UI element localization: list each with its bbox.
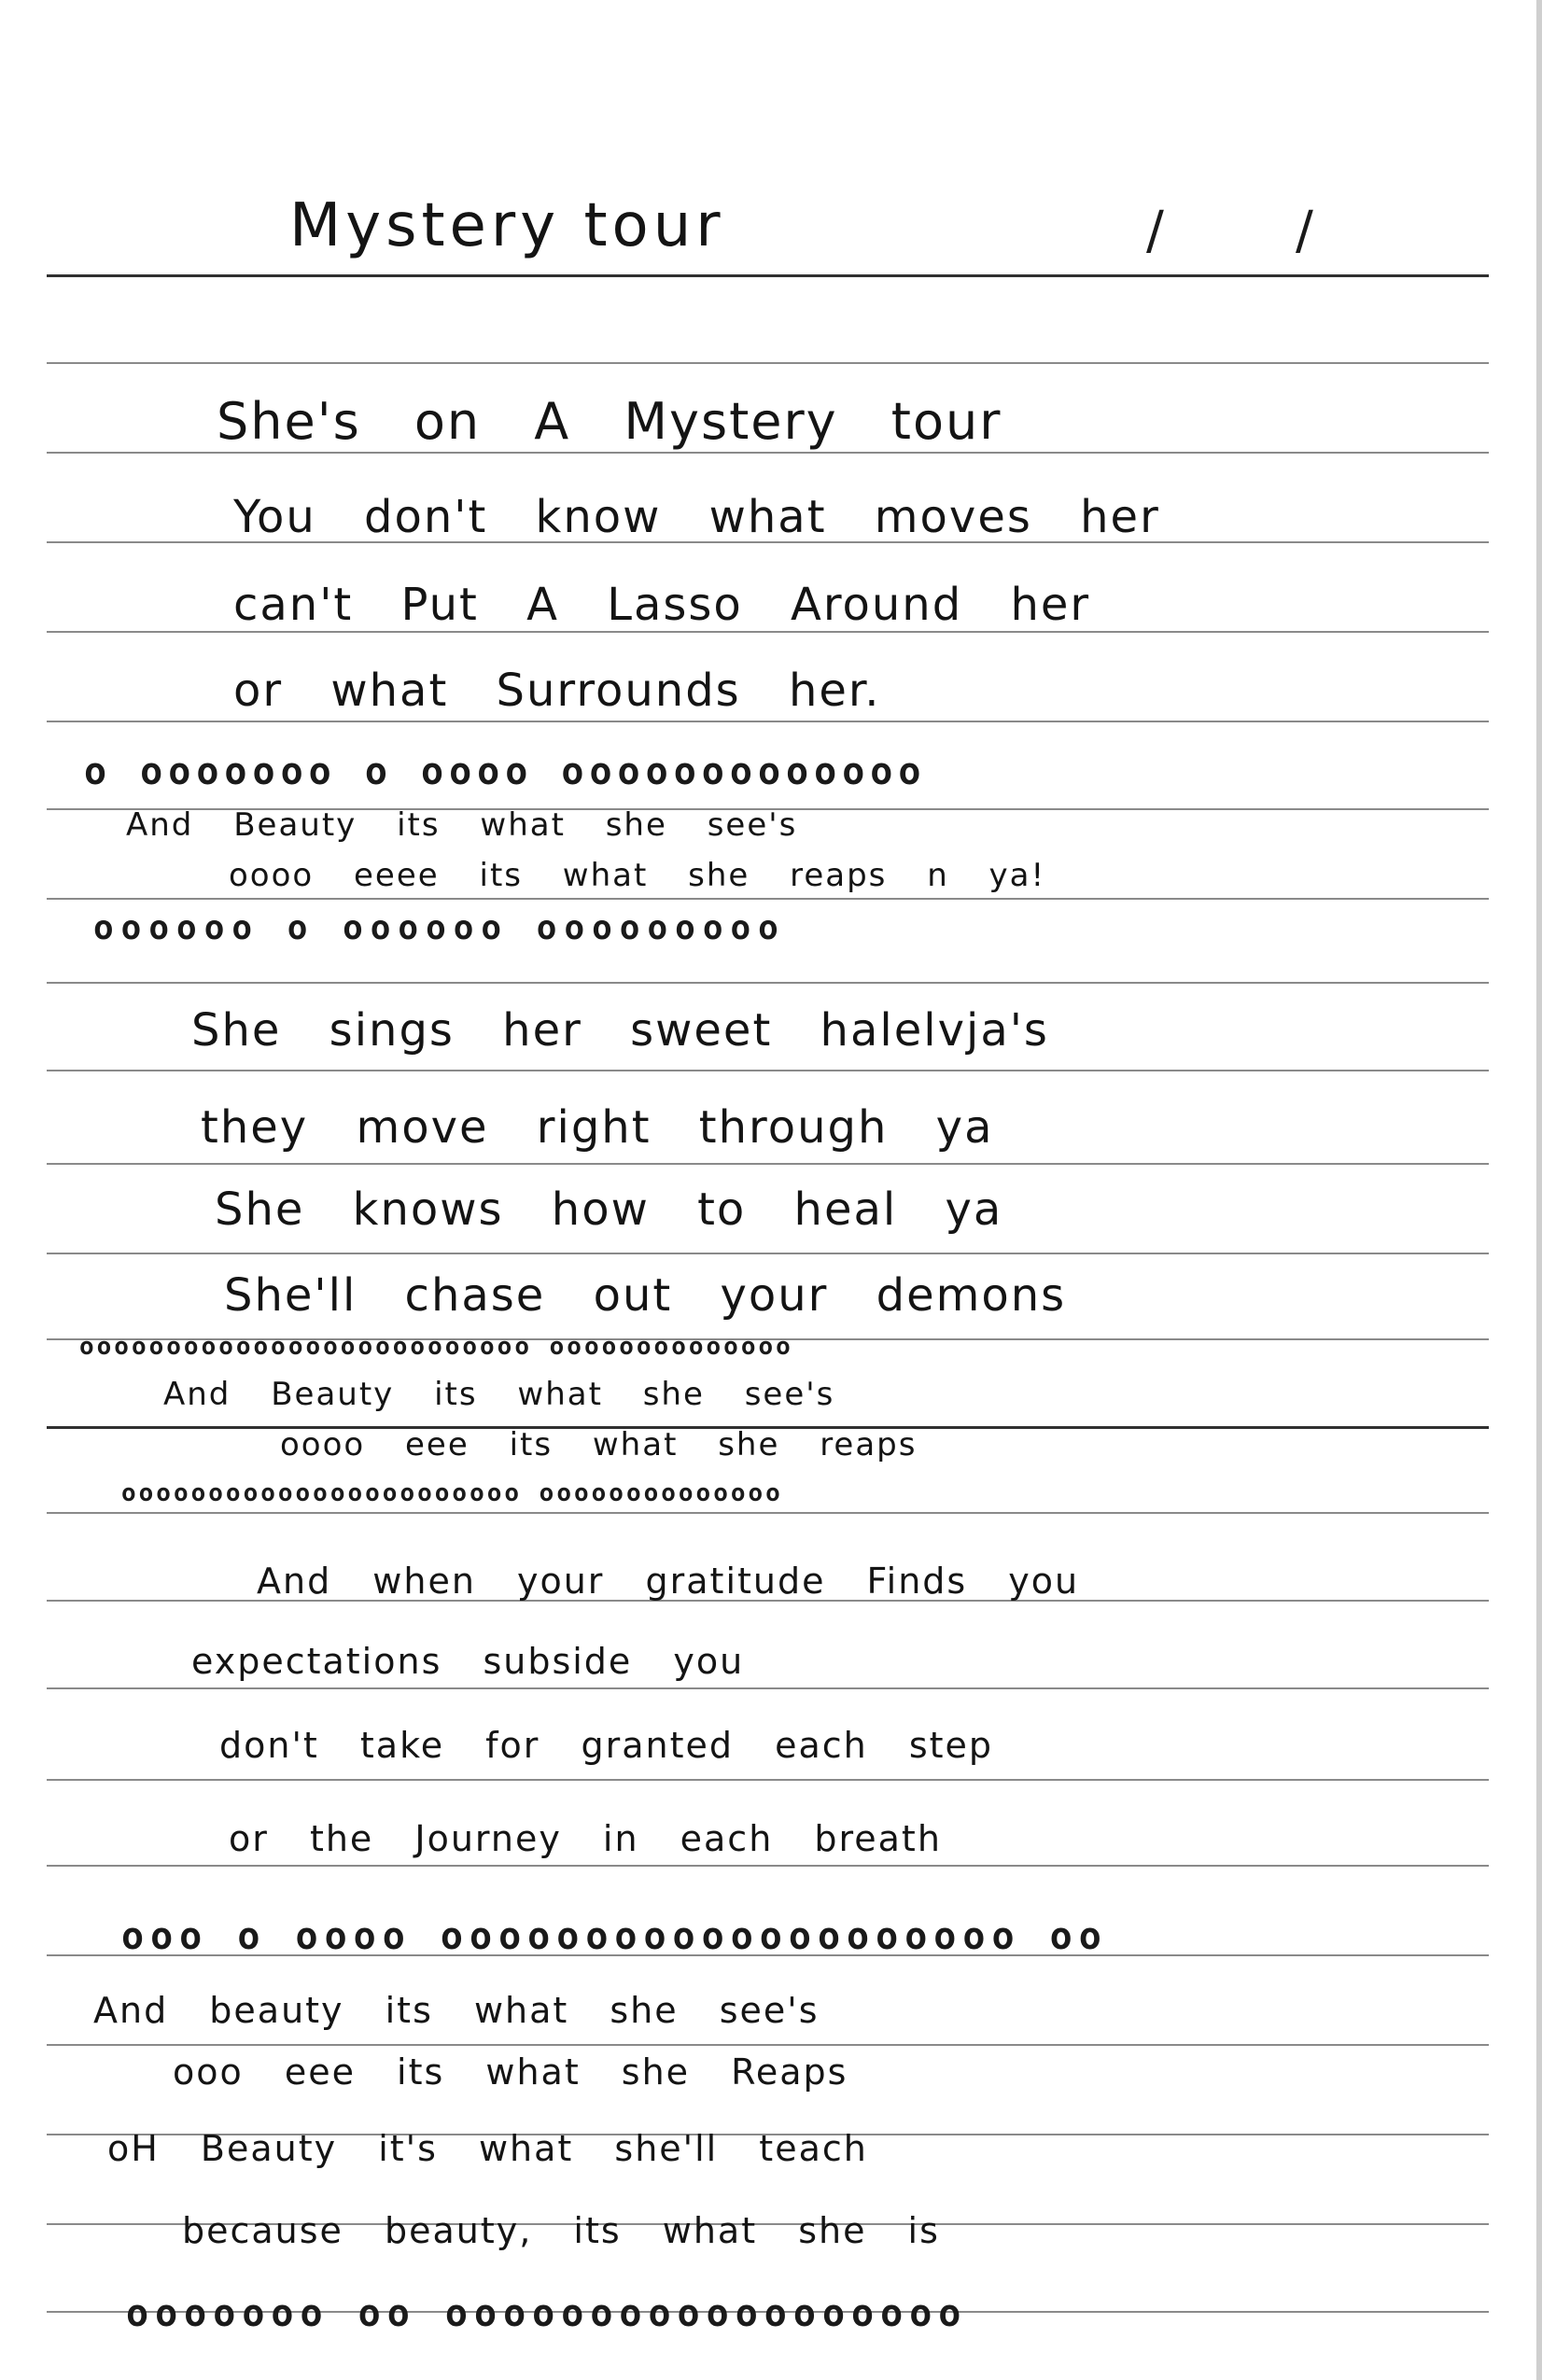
chorus1-line: And Beauty its what she see's	[126, 806, 798, 844]
ruled-line	[47, 721, 1489, 722]
verse3-line: or the Journey in each breath	[229, 1818, 942, 1859]
ruled-line	[47, 452, 1489, 454]
verse1-line: She's on A Mystery tour	[217, 392, 1002, 451]
title-mark: /	[1296, 201, 1313, 261]
ruled-line	[47, 2044, 1489, 2046]
verse2-line: She sings her sweet halelvja's	[191, 1004, 1049, 1057]
ruled-line	[47, 1163, 1489, 1165]
ruled-line	[47, 274, 1489, 277]
verse2-line: She knows how to heal ya	[215, 1183, 1003, 1236]
chorus3-line: And beauty its what she see's	[93, 1990, 820, 2031]
chorus1-ohs: oooooo o oooooo ooooooooo	[93, 909, 786, 947]
chorus3-line: because beauty, its what she is	[182, 2210, 940, 2251]
song-title: Mystery tour	[289, 191, 725, 260]
chorus2-line: oooo eee its what she reaps	[280, 1426, 918, 1463]
chorus3-line: oH Beauty it's what she'll teach	[107, 2128, 868, 2169]
ruled-line	[47, 631, 1489, 633]
chorus2-ohs: oooooooooooooooooooooooooo oooooooooooooo	[79, 1333, 793, 1361]
chorus1-ohs: o ooooooo o oooo ooooooooooooo	[84, 750, 927, 793]
verse1-line: or what Surrounds her.	[233, 665, 881, 717]
chorus2-ohs: ooooooooooooooooooooooo oooooooooooooo	[121, 1479, 783, 1507]
ruled-line	[47, 1865, 1489, 1867]
verse2-line: She'll chase out your demons	[224, 1269, 1067, 1322]
ruled-line	[47, 1512, 1489, 1514]
verse2-line: they move right through ya	[201, 1101, 994, 1154]
verse3-line: expectations subside you	[191, 1641, 745, 1682]
title-mark: /	[1146, 201, 1164, 261]
chorus3-ohs: ooo o oooo oooooooooooooooooooo oo	[121, 1915, 1108, 1958]
chorus1-line: oooo eeee its what she reaps n ya!	[229, 857, 1046, 894]
verse3-line: And when your gratitude Finds you	[257, 1561, 1080, 1602]
verse1-line: can't Put A Lasso Around her	[233, 579, 1091, 631]
chorus3-line: ooo eee its what she Reaps	[173, 2051, 848, 2093]
verse1-line: You don't know what moves her	[233, 491, 1160, 543]
ruled-line	[47, 982, 1489, 984]
chorus3-ohs: ooooooo oo oooooooooooooooooo	[126, 2292, 968, 2335]
ruled-line	[47, 898, 1489, 900]
ruled-line	[47, 1779, 1489, 1781]
verse3-line: don't take for granted each step	[219, 1725, 994, 1766]
ruled-line	[47, 1253, 1489, 1254]
chorus2-line: And Beauty its what she see's	[163, 1376, 835, 1413]
ruled-line	[47, 1687, 1489, 1689]
ruled-line	[47, 362, 1489, 364]
ruled-line	[47, 1070, 1489, 1071]
